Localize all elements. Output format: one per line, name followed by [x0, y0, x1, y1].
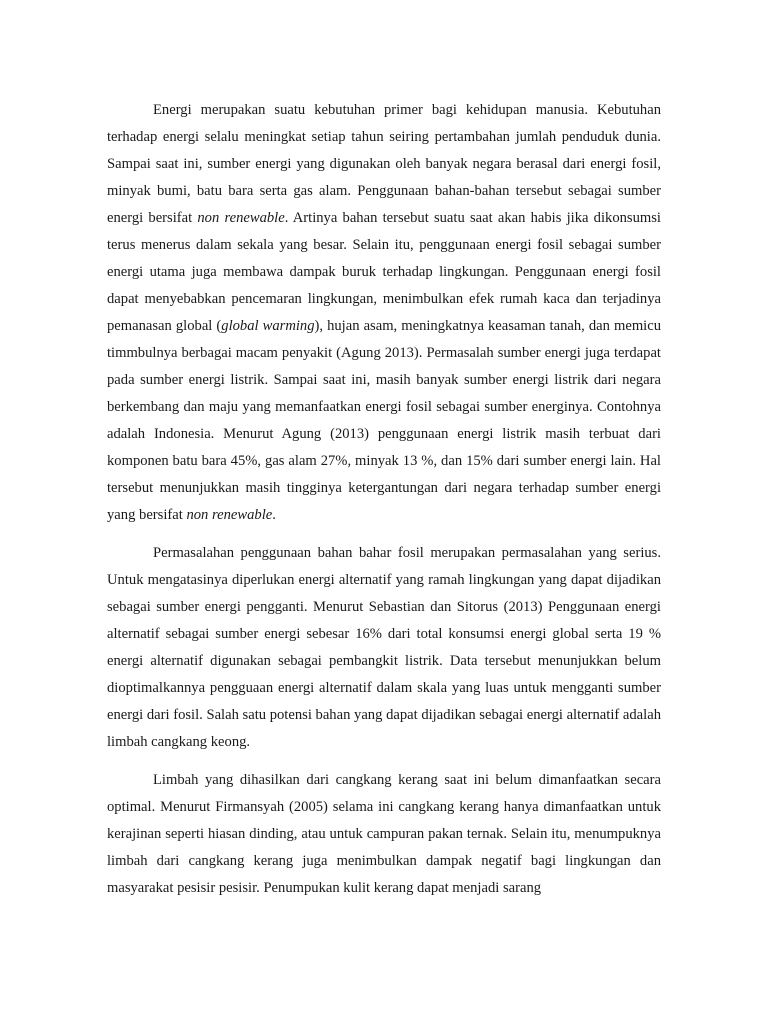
text-segment: .: [272, 507, 276, 523]
italic-term: global warming: [221, 318, 315, 334]
text-segment: Energi merupakan suatu kebutuhan primer bagi kehidupan manusia. Kebutuhan terhadap energi selalu meningkat setiap tahun seiring pertambahan jumlah penduduk dunia. Sampai saat ini, sumber energi yang digunakan oleh banyak negara berasal dari energi fosil, minyak bumi, batu bara serta gas alam. Penggunaan bahan-bahan tersebut sebagai sumber energi bersifat: [107, 102, 661, 226]
text-segment: Permasalahan penggunaan bahan bahar fosil merupakan permasalahan yang serius. Untuk mengatasinya diperlukan energi alternatif yang ramah lingkungan yang dapat dijadikan sebagai sumber energi pengganti. Menurut Sebastian dan Sitorus (2013) Penggunaan energi alternatif sebagai sumber energi sebesar 16% dari total konsumsi energi global serta 19 % energi alternatif digunakan sebagai pembangkit listrik. Data tersebut menunjukkan belum dioptimalkannya pengguaan energi alternatif dalam skala yang luas untuk mengganti sumber energi dari fosil. Salah satu potensi bahan yang dapat dijadikan sebagai energi alternatif adalah limbah cangkang keong.: [107, 545, 661, 750]
text-segment: . Artinya bahan tersebut suatu saat akan habis jika dikonsumsi terus menerus dalam sekala yang besar. Selain itu, penggunaan energi fosil sebagai sumber energi utama juga membawa dampak buruk terhadap lingkungan. Penggunaan energi fosil dapat menyebabkan pencemaran lingkungan, menimbulkan efek rumah kaca dan terjadinya pemanasan global (: [107, 210, 661, 334]
document-body: [107, 97, 661, 902]
paragraph-3: [107, 767, 661, 902]
text-segment: Limbah yang dihasilkan dari cangkang kerang saat ini belum dimanfaatkan secara optimal. Menurut Firmansyah (2005) selama ini cangkang kerang hanya dimanfaatkan untuk kerajinan seperti hiasan dinding, atau untuk campuran pakan ternak. Selain itu, menumpuknya limbah dari cangkang kerang juga menimbulkan dampak negatif bagi lingkungan dan masyarakat pesisir pesisir. Penumpukan kulit kerang dapat menjadi sarang: [107, 772, 661, 896]
paragraph-1: [107, 97, 661, 529]
paragraph-2: [107, 540, 661, 756]
text-segment: ), hujan asam, meningkatnya keasaman tanah, dan memicu timmbulnya berbagai macam penyakit (Agung 2013). Permasalah sumber energi juga terdapat pada sumber energi listrik. Sampai saat ini, masih banyak sumber energi listrik dari negara berkembang dan maju yang memanfaatkan energi fosil sebagai sumber energinya. Contohnya adalah Indonesia. Menurut Agung (2013) penggunaan energi listrik masih terbuat dari komponen batu bara 45%, gas alam 27%, minyak 13 %, dan 15% dari sumber energi lain. Hal tersebut menunjukkan masih tingginya ketergantungan dari negara terhadap sumber energi yang bersifat: [107, 318, 661, 523]
italic-term: non renewable: [197, 210, 285, 226]
italic-term: non renewable: [186, 507, 273, 523]
